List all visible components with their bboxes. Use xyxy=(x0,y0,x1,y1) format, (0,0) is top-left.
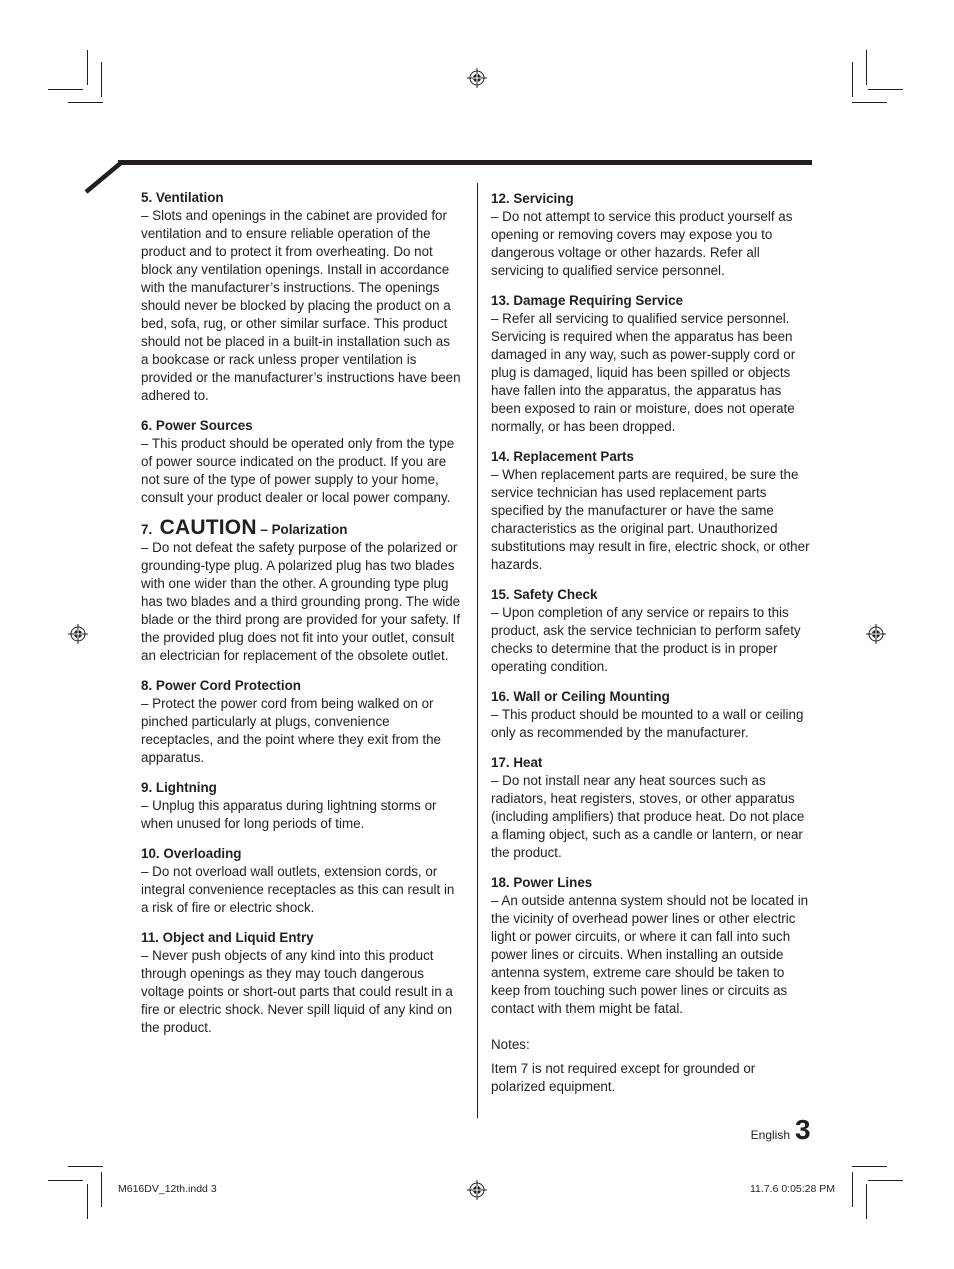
registration-mark-icon xyxy=(467,1180,487,1200)
crop-mark xyxy=(852,1166,887,1167)
section-wall-ceiling-mounting xyxy=(491,688,811,742)
section-replacement-parts xyxy=(491,448,811,574)
crop-mark xyxy=(68,1166,103,1167)
section-power-lines xyxy=(491,874,811,1018)
section-body: – Never push objects of any kind into this product through openings as they may touch dangerous voltage points or short-out parts that could result in a fire or electric shock. Never spill liquid of any kind on the product. xyxy=(141,948,453,1035)
footer-language: English xyxy=(750,1128,790,1142)
section-body: – This product should be mounted to a wall or ceiling only as recommended by the manufacturer. xyxy=(491,707,804,740)
section-power-cord-protection xyxy=(141,677,461,767)
section-body: – Do not overload wall outlets, extension cords, or integral convenience receptacles as this can result in a risk of fire or electric shock. xyxy=(141,864,455,915)
section-title: 12. Servicing xyxy=(491,191,574,206)
section-title: 18. Power Lines xyxy=(491,875,593,890)
section-heat xyxy=(491,754,811,862)
caution-word: CAUTION xyxy=(159,516,257,539)
right-column xyxy=(491,190,811,1096)
section-ventilation xyxy=(141,189,461,405)
section-title: 17. Heat xyxy=(491,755,543,770)
header-rule-corner xyxy=(84,160,124,196)
crop-mark xyxy=(852,62,853,97)
crop-mark xyxy=(852,102,887,103)
crop-mark xyxy=(868,1180,903,1181)
section-title: 10. Overloading xyxy=(141,846,242,861)
crop-mark xyxy=(868,89,903,90)
crop-mark xyxy=(852,1172,853,1207)
section-damage-requiring-service xyxy=(491,292,811,436)
section-body: – This product should be operated only from the type of power source indicated on the product. If you are not sure of the type of power supply to your home, consult your product dealer or local power company. xyxy=(141,436,455,505)
section-body: – Protect the power cord from being walked on or pinched particularly at plugs, convenience receptacles, and the point where they exit from the apparatus. xyxy=(141,696,441,765)
notes-text: Item 7 is not required except for grounded or polarized equipment. xyxy=(491,1061,756,1094)
crop-mark xyxy=(48,89,83,90)
crop-mark xyxy=(866,50,867,85)
section-overloading xyxy=(141,845,461,917)
page-number: 3 xyxy=(795,1114,811,1145)
crop-mark xyxy=(101,62,102,97)
section-title: 5. Ventilation xyxy=(141,190,224,205)
section-safety-check xyxy=(491,586,811,676)
registration-mark-icon xyxy=(866,624,886,644)
caution-heading xyxy=(141,516,461,539)
section-servicing xyxy=(491,190,811,280)
section-body: – An outside antenna system should not be located in the vicinity of overhead power lines or other electric light or power circuits, or where it can fall into such power lines or circuits. When installing an outside antenna system, extreme care should be taken to keep from touching such power lines or circuits as contact with them might be fatal. xyxy=(491,893,809,1016)
section-title: 16. Wall or Ceiling Mounting xyxy=(491,689,670,704)
section-title: 8. Power Cord Protection xyxy=(141,678,301,693)
section-body: – Upon completion of any service or repairs to this product, ask the service technician to perform safety checks to determine that the product is in proper operating condition. xyxy=(491,605,801,674)
section-body: – When replacement parts are required, be sure the service technician has used replacement parts specified by the manufacturer or have the same characteristics as the original part. Unauthorized substitutions may result in fire, electric shock, or other hazards. xyxy=(491,467,810,572)
section-body: – Unplug this apparatus during lightning storms or when unused for long periods of time. xyxy=(141,798,437,831)
crop-mark xyxy=(68,102,103,103)
caution-number: 7. xyxy=(141,522,153,537)
crop-mark xyxy=(87,1184,88,1219)
section-title: 6. Power Sources xyxy=(141,418,253,433)
column-divider xyxy=(477,183,478,1118)
section-title: 11. Object and Liquid Entry xyxy=(141,930,314,945)
section-title: 9. Lightning xyxy=(141,780,217,795)
section-body: – Do not install near any heat sources such as radiators, heat registers, stoves, or other apparatus (including amplifiers) that produce heat. Do not place a flaming object, such as a candle or lantern, or near the product. xyxy=(491,773,805,860)
section-title: 13. Damage Requiring Service xyxy=(491,293,684,308)
notes-label: Notes: xyxy=(491,1037,530,1052)
registration-mark-icon xyxy=(467,68,487,88)
crop-mark xyxy=(866,1184,867,1219)
section-title: 14. Replacement Parts xyxy=(491,449,634,464)
crop-mark xyxy=(101,1172,102,1207)
section-caution-polarization xyxy=(141,516,461,665)
crop-mark xyxy=(87,50,88,85)
registration-mark-icon xyxy=(68,624,88,644)
crop-mark xyxy=(48,1180,83,1181)
caution-subtitle: – Polarization xyxy=(260,522,348,537)
section-power-sources xyxy=(141,417,461,507)
header-rule xyxy=(118,160,812,165)
left-column xyxy=(141,189,461,1049)
section-lightning xyxy=(141,779,461,833)
section-title: 15. Safety Check xyxy=(491,587,598,602)
section-object-liquid-entry xyxy=(141,929,461,1037)
section-body: – Do not defeat the safety purpose of the polarized or grounding-type plug. A polarized plug has two blades with one wider than the other. A grounding type plug has two blades and a third grounding prong. The wide blade or the third prong are provided for your safety. If the provided plug does not fit into your outlet, consult an electrician for replacement of the obsolete outlet. xyxy=(141,540,461,663)
section-body: – Slots and openings in the cabinet are provided for ventilation and to ensure reliable operation of the product and to protect it from overheating. Do not block any ventilation openings. Install in accordance with the manufacturer’s instructions. The openings should never be blocked by placing the product on a bed, sofa, rug, or other similar surface. This product should not be placed in a built-in installation such as a bookcase or rack unless proper ventilation is provided or the manufacturer’s instructions have been adhered to. xyxy=(141,208,461,403)
file-slug: M616DV_12th.indd 3 xyxy=(118,1183,217,1195)
section-body: – Refer all servicing to qualified service personnel. Servicing is required when the apparatus has been damaged in any way, such as power-supply cord or plug is damaged, liquid has been spilled or objects have fallen into the apparatus, the apparatus has been exposed to rain or moisture, does not operate normally, or has been dropped. xyxy=(491,311,796,434)
print-timestamp: 11.7.6 0:05:28 PM xyxy=(750,1183,836,1195)
section-body: – Do not attempt to service this product yourself as opening or removing covers may expose you to dangerous voltage or other hazards. Refer all servicing to qualified service personnel. xyxy=(491,209,793,278)
